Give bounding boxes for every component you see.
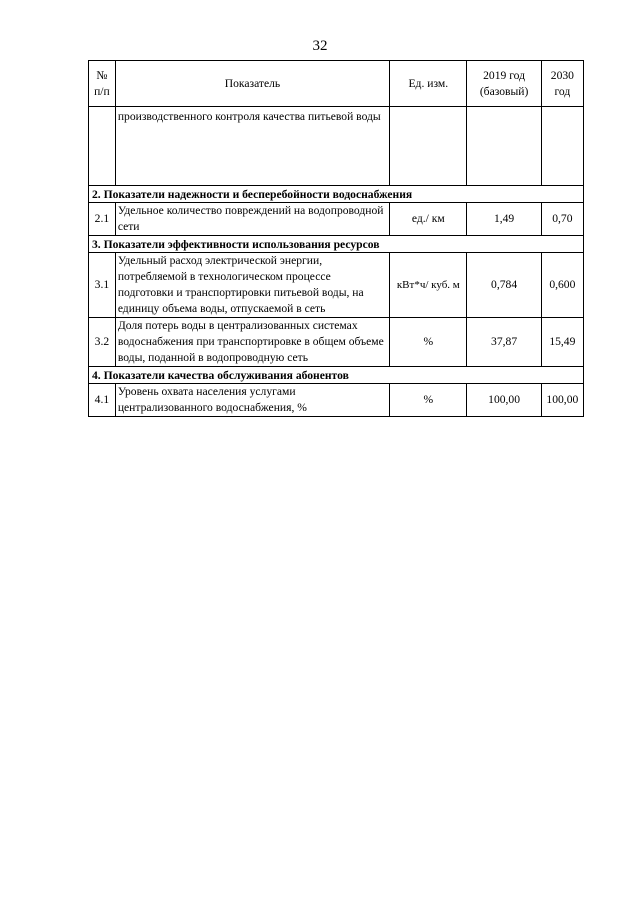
row-number: 2.1 xyxy=(89,203,116,236)
row-target-value xyxy=(541,107,583,186)
header-number xyxy=(89,61,116,107)
row-target-value: 0,600 xyxy=(541,253,583,318)
row-indicator: Доля потерь воды в централизованных системах водоснабжения при транспортировке в общем объеме воды, поданной в водопроводную сеть xyxy=(115,318,389,367)
table-row xyxy=(89,318,584,367)
table-row xyxy=(89,253,584,318)
table-row xyxy=(89,107,584,186)
row-unit: % xyxy=(390,384,467,417)
header-number-line2: п/п xyxy=(94,84,110,98)
row-unit: ед./ км xyxy=(390,203,467,236)
section-title: 4. Показатели качества обслуживания абонентов xyxy=(89,367,584,384)
header-base-line1: 2019 год xyxy=(483,68,526,82)
table-row xyxy=(89,203,584,236)
section-title: 2. Показатели надежности и бесперебойности водоснабжения xyxy=(89,186,584,203)
row-indicator: Уровень охвата населения услугами централизованного водоснабжения, % xyxy=(115,384,389,417)
row-base-value xyxy=(467,107,541,186)
row-unit xyxy=(390,107,467,186)
row-base-value: 37,87 xyxy=(467,318,541,367)
row-base-value: 100,00 xyxy=(467,384,541,417)
row-target-value: 0,70 xyxy=(541,203,583,236)
row-base-value: 1,49 xyxy=(467,203,541,236)
row-target-value: 100,00 xyxy=(541,384,583,417)
header-indicator: Показатель xyxy=(115,61,389,107)
table-header-row xyxy=(89,61,584,107)
row-indicator: Удельное количество повреждений на водопроводной сети xyxy=(115,203,389,236)
row-number: 3.2 xyxy=(89,318,116,367)
indicators-table xyxy=(88,60,584,417)
section-row xyxy=(89,367,584,384)
page-number: 32 xyxy=(312,38,328,54)
row-number xyxy=(89,107,116,186)
row-indicator: Удельный расход электрической энергии, потребляемой в технологическом процессе подготовки и транспортировки питьевой воды, на единицу объема воды, отпускаемой в сеть xyxy=(115,253,389,318)
row-number: 3.1 xyxy=(89,253,116,318)
section-row xyxy=(89,236,584,253)
header-target-line1: 2030 xyxy=(550,68,574,82)
row-base-value: 0,784 xyxy=(467,253,541,318)
section-row xyxy=(89,186,584,203)
header-base-year xyxy=(467,61,541,107)
row-indicator: производственного контроля качества питьевой воды xyxy=(115,107,389,186)
table-row xyxy=(89,384,584,417)
header-number-line1: № xyxy=(96,68,108,82)
header-unit: Ед. изм. xyxy=(390,61,467,107)
row-target-value: 15,49 xyxy=(541,318,583,367)
header-target-line2: год xyxy=(554,84,571,98)
header-base-line2: (базовый) xyxy=(479,84,529,98)
header-target-year xyxy=(541,61,583,107)
row-unit: % xyxy=(390,318,467,367)
section-title: 3. Показатели эффективности использования ресурсов xyxy=(89,236,584,253)
row-unit: кВт*ч/ куб. м xyxy=(390,253,467,318)
row-number: 4.1 xyxy=(89,384,116,417)
